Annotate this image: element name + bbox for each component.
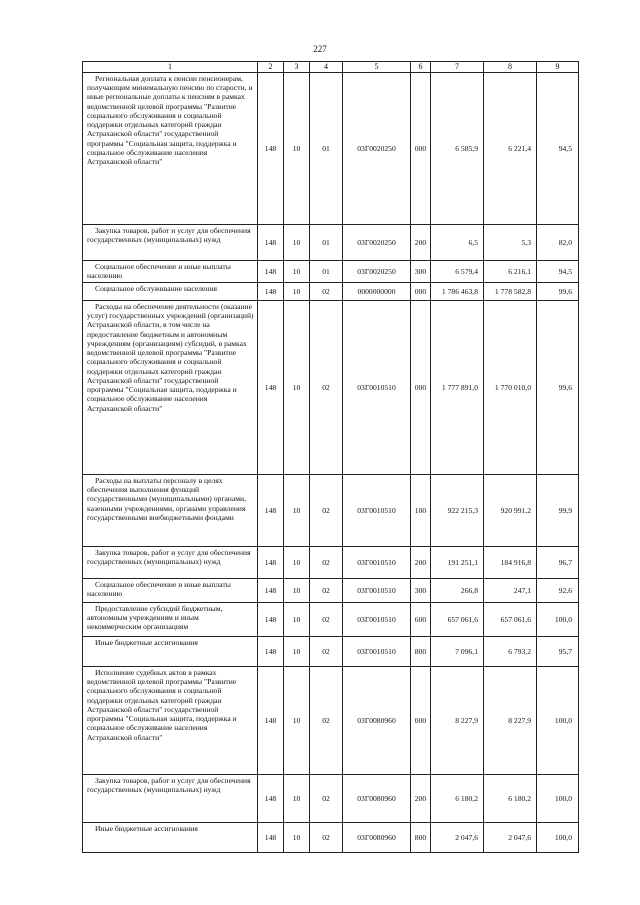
cell-ministry: 148 xyxy=(258,666,284,774)
column-header-9: 9 xyxy=(537,62,579,73)
cell-executed: 5,3 xyxy=(484,224,537,260)
cell-percent: 100,0 xyxy=(537,666,579,774)
cell-target-article: 0000000000 xyxy=(343,282,411,300)
cell-subsection: 02 xyxy=(310,822,343,852)
column-header-5: 5 xyxy=(343,62,411,73)
cell-target-article: 03Г0010510 xyxy=(343,546,411,578)
cell-target-article: 03Г0010510 xyxy=(343,602,411,636)
cell-executed: 2 047,6 xyxy=(484,822,537,852)
cell-executed: 920 991,2 xyxy=(484,474,537,546)
cell-planned: 7 096,1 xyxy=(431,636,484,666)
cell-planned: 1 786 463,8 xyxy=(431,282,484,300)
row-name: Закупка товаров, работ и услуг для обеспечения государственных (муниципальных) нужд xyxy=(83,774,258,822)
cell-ministry: 148 xyxy=(258,774,284,822)
row-name: Расходы на обеспечение деятельности (оказание услуг) государственных учреждений (организаций) Астраханской области, в том числе на предоставление бюджетным и автономным учреждениям (организациям) субсидий, в рамках ведомственной целевой программы "Развитие социального обслуживания и социальной поддержки отдельных категорий граждан Астраханской области" государственной программы "Социальная защита, поддержка и социальное обслуживание населения Астраханской области" xyxy=(83,300,258,474)
cell-target-article: 03Г0020250 xyxy=(343,224,411,260)
cell-planned: 657 061,6 xyxy=(431,602,484,636)
cell-section: 10 xyxy=(284,260,310,282)
cell-percent: 100,0 xyxy=(537,602,579,636)
row-name: Закупка товаров, работ и услуг для обеспечения государственных (муниципальных) нужд xyxy=(83,224,258,260)
column-header-7: 7 xyxy=(431,62,484,73)
cell-planned: 191 251,1 xyxy=(431,546,484,578)
table-row xyxy=(83,72,579,224)
column-header-1: 1 xyxy=(83,62,258,73)
cell-percent: 99,6 xyxy=(537,300,579,474)
cell-ministry: 148 xyxy=(258,474,284,546)
row-name: Иные бюджетные ассигнования xyxy=(83,822,258,852)
cell-expense-type: 800 xyxy=(411,822,431,852)
cell-planned: 266,8 xyxy=(431,578,484,602)
page-number: 227 xyxy=(313,44,327,54)
cell-executed: 6 180,2 xyxy=(484,774,537,822)
row-name: Социальное обеспечение и иные выплаты населению xyxy=(83,260,258,282)
cell-executed: 8 227,9 xyxy=(484,666,537,774)
row-name: Расходы на выплаты персоналу в целях обеспечения выполнения функций государственными (муниципальными) органами, казенными учреждениями, органами управления государственными внебюджетными фондами xyxy=(83,474,258,546)
cell-subsection: 02 xyxy=(310,774,343,822)
cell-subsection: 01 xyxy=(310,72,343,224)
cell-percent: 95,7 xyxy=(537,636,579,666)
table-row xyxy=(83,282,579,300)
cell-section: 10 xyxy=(284,546,310,578)
cell-planned: 6 585,9 xyxy=(431,72,484,224)
row-name: Социальное обеспечение и иные выплаты населению xyxy=(83,578,258,602)
cell-subsection: 02 xyxy=(310,300,343,474)
row-name: Исполнение судебных актов в рамках ведомственной целевой программы "Развитие социального обслуживания и социальной поддержки отдельных категорий граждан Астраханской области" государственной программы "Социальная защита, поддержка и социальное обслуживание населения Астраханской области" xyxy=(83,666,258,774)
cell-subsection: 02 xyxy=(310,546,343,578)
cell-section: 10 xyxy=(284,72,310,224)
cell-expense-type: 800 xyxy=(411,636,431,666)
cell-subsection: 01 xyxy=(310,224,343,260)
table-row xyxy=(83,666,579,774)
row-name: Иные бюджетные ассигнования xyxy=(83,636,258,666)
cell-section: 10 xyxy=(284,666,310,774)
cell-ministry: 148 xyxy=(258,282,284,300)
cell-expense-type: 100 xyxy=(411,474,431,546)
cell-expense-type: 300 xyxy=(411,578,431,602)
cell-subsection: 02 xyxy=(310,578,343,602)
cell-target-article: 03Г0010510 xyxy=(343,300,411,474)
cell-target-article: 03Г0080960 xyxy=(343,822,411,852)
cell-target-article: 03Г0010510 xyxy=(343,636,411,666)
table-row xyxy=(83,822,579,852)
cell-planned: 8 227,9 xyxy=(431,666,484,774)
cell-percent: 99,9 xyxy=(537,474,579,546)
row-name: Предоставление субсидий бюджетным, автономным учреждениям и иным некоммерческим организациям xyxy=(83,602,258,636)
row-name: Закупка товаров, работ и услуг для обеспечения государственных (муниципальных) нужд xyxy=(83,546,258,578)
cell-executed: 6 216,1 xyxy=(484,260,537,282)
cell-expense-type: 200 xyxy=(411,224,431,260)
cell-expense-type: 300 xyxy=(411,260,431,282)
cell-planned: 2 047,6 xyxy=(431,822,484,852)
cell-ministry: 148 xyxy=(258,578,284,602)
cell-ministry: 148 xyxy=(258,224,284,260)
table-row xyxy=(83,636,579,666)
cell-expense-type: 200 xyxy=(411,546,431,578)
cell-target-article: 03Г0080960 xyxy=(343,666,411,774)
cell-expense-type: 600 xyxy=(411,602,431,636)
cell-subsection: 02 xyxy=(310,282,343,300)
table-row xyxy=(83,546,579,578)
column-header-4: 4 xyxy=(310,62,343,73)
cell-executed: 247,1 xyxy=(484,578,537,602)
cell-expense-type: 200 xyxy=(411,774,431,822)
cell-target-article: 03Г0010510 xyxy=(343,474,411,546)
cell-percent: 100,0 xyxy=(537,774,579,822)
cell-executed: 1 770 010,0 xyxy=(484,300,537,474)
cell-ministry: 148 xyxy=(258,602,284,636)
cell-section: 10 xyxy=(284,636,310,666)
cell-subsection: 02 xyxy=(310,636,343,666)
cell-section: 10 xyxy=(284,474,310,546)
cell-planned: 6 579,4 xyxy=(431,260,484,282)
cell-ministry: 148 xyxy=(258,546,284,578)
cell-percent: 100,0 xyxy=(537,822,579,852)
cell-subsection: 02 xyxy=(310,666,343,774)
row-name: Региональная доплата к пенсии пенсионерам, получающим минимальную пенсию по старости, и иные региональные доплаты к пенсиям в рамках ведомственной целевой программы "Развитие социального обслуживания и социальной поддержки отдельных категорий граждан Астраханской области" государственной программы "Социальная защита, поддержка и социальное обслуживание населения Астраханской области" xyxy=(83,72,258,224)
cell-ministry: 148 xyxy=(258,300,284,474)
row-name: Социальное обслуживание населения xyxy=(83,282,258,300)
cell-planned: 1 777 891,0 xyxy=(431,300,484,474)
cell-ministry: 148 xyxy=(258,72,284,224)
cell-section: 10 xyxy=(284,774,310,822)
cell-subsection: 02 xyxy=(310,602,343,636)
cell-target-article: 03Г0010510 xyxy=(343,578,411,602)
cell-section: 10 xyxy=(284,602,310,636)
cell-executed: 184 916,8 xyxy=(484,546,537,578)
cell-percent: 94,5 xyxy=(537,260,579,282)
budget-table xyxy=(82,61,579,853)
column-header-2: 2 xyxy=(258,62,284,73)
table-row xyxy=(83,300,579,474)
table-row xyxy=(83,224,579,260)
cell-section: 10 xyxy=(284,224,310,260)
cell-target-article: 03Г0020250 xyxy=(343,260,411,282)
cell-expense-type: 000 xyxy=(411,300,431,474)
table-row xyxy=(83,578,579,602)
column-header-3: 3 xyxy=(284,62,310,73)
table-row xyxy=(83,474,579,546)
cell-executed: 1 778 582,8 xyxy=(484,282,537,300)
cell-target-article: 03Г0080960 xyxy=(343,774,411,822)
cell-executed: 6 221,4 xyxy=(484,72,537,224)
cell-percent: 82,0 xyxy=(537,224,579,260)
cell-ministry: 148 xyxy=(258,822,284,852)
cell-percent: 96,7 xyxy=(537,546,579,578)
cell-target-article: 03Г0020250 xyxy=(343,72,411,224)
table-row xyxy=(83,774,579,822)
cell-percent: 99,6 xyxy=(537,282,579,300)
column-header-6: 6 xyxy=(411,62,431,73)
cell-section: 10 xyxy=(284,578,310,602)
cell-subsection: 01 xyxy=(310,260,343,282)
cell-section: 10 xyxy=(284,300,310,474)
cell-expense-type: 000 xyxy=(411,282,431,300)
cell-planned: 6,5 xyxy=(431,224,484,260)
cell-executed: 657 061,6 xyxy=(484,602,537,636)
table-row xyxy=(83,260,579,282)
cell-subsection: 02 xyxy=(310,474,343,546)
cell-expense-type: 000 xyxy=(411,72,431,224)
header-row xyxy=(83,62,579,73)
cell-ministry: 148 xyxy=(258,636,284,666)
cell-section: 10 xyxy=(284,822,310,852)
table-row xyxy=(83,602,579,636)
column-header-8: 8 xyxy=(484,62,537,73)
cell-percent: 92,6 xyxy=(537,578,579,602)
cell-ministry: 148 xyxy=(258,260,284,282)
cell-executed: 6 793,2 xyxy=(484,636,537,666)
cell-planned: 6 180,2 xyxy=(431,774,484,822)
cell-percent: 94,5 xyxy=(537,72,579,224)
cell-planned: 922 215,3 xyxy=(431,474,484,546)
cell-section: 10 xyxy=(284,282,310,300)
cell-expense-type: 000 xyxy=(411,666,431,774)
